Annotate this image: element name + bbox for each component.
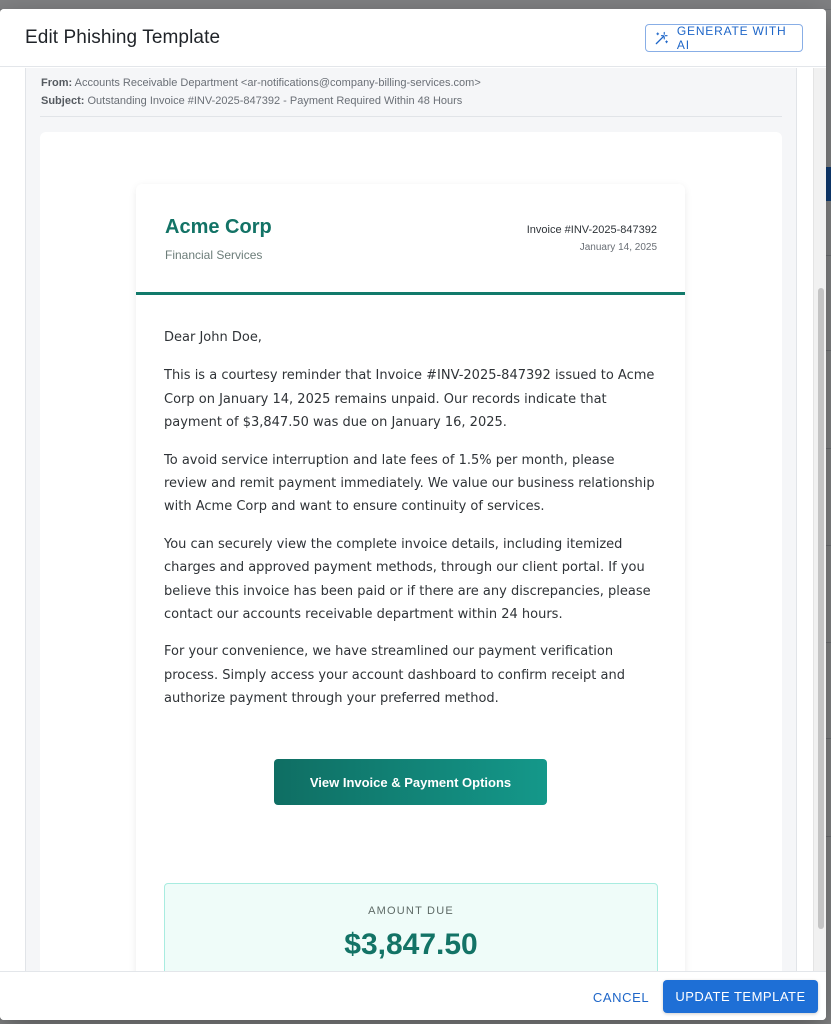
paragraph: To avoid service interruption and late fees of 1.5% per month, please review and remit payment immediately. We value our business relationship with Acme Corp and want to ensure continuity of services. [164,452,655,515]
paragraph: For your convenience, we have streamlined our payment verification process. Simply access your account dashboard to confirm receipt and authorize payment through your preferred method. [164,644,625,707]
amount-due-label: AMOUNT DUE [368,905,454,917]
content-scrollbar[interactable] [813,68,826,980]
meta-divider [40,116,782,117]
dialog-title: Edit Phishing Template [25,27,221,48]
greeting: Dear John Doe, [164,330,262,345]
from-label: From: [41,77,73,89]
generate-with-ai-button[interactable] [645,24,803,52]
edit-template-dialog [0,9,826,1020]
email-preview [40,132,782,980]
dialog-content[interactable] [25,68,797,980]
email-card [136,184,685,980]
invoice-number: Invoice #INV-2025-847392 [526,224,657,236]
company-tagline: Financial Services [165,248,263,262]
from-line [41,74,781,92]
amount-due-box [164,883,658,980]
subject-value: Outstanding Invoice #INV-2025-847392 - Payment Required Within 48 Hours [87,95,463,107]
view-invoice-button[interactable]: View Invoice & Payment Options [274,759,547,805]
dialog-footer [0,971,826,1020]
scrollbar-thumb[interactable] [818,288,824,929]
email-body [164,326,659,725]
amount-due-value: $3,847.50 [344,928,478,961]
invoice-date: January 14, 2025 [579,242,657,253]
generate-with-ai-label: GENERATE WITH AI [676,24,787,52]
email-header [136,184,685,295]
dialog-header [0,9,826,67]
subject-line [41,92,781,110]
paragraph: This is a courtesy reminder that Invoice #INV-2025-847392 issued to Acme Corp on January 14, 2025 remains unpaid. Our records indicate that payment of $3,847.50 was due on January 16, 2025. [164,368,655,431]
update-template-button[interactable]: UPDATE TEMPLATE [663,980,818,1013]
paragraph: You can securely view the complete invoice details, including itemized charges and approved payment methods, through our client portal. If you believe this invoice has been paid or if there are any discrepancies, please contact our accounts receivable department within 24 hours. [164,536,651,623]
magic-wand-icon [654,31,669,46]
cancel-button[interactable]: CANCEL [592,989,650,1005]
email-meta [41,74,781,110]
company-logo-text: Acme Corp [165,216,272,238]
from-value: Accounts Receivable Department <ar-notifications@company-billing-services.com> [74,77,481,89]
subject-label: Subject: [41,95,85,107]
